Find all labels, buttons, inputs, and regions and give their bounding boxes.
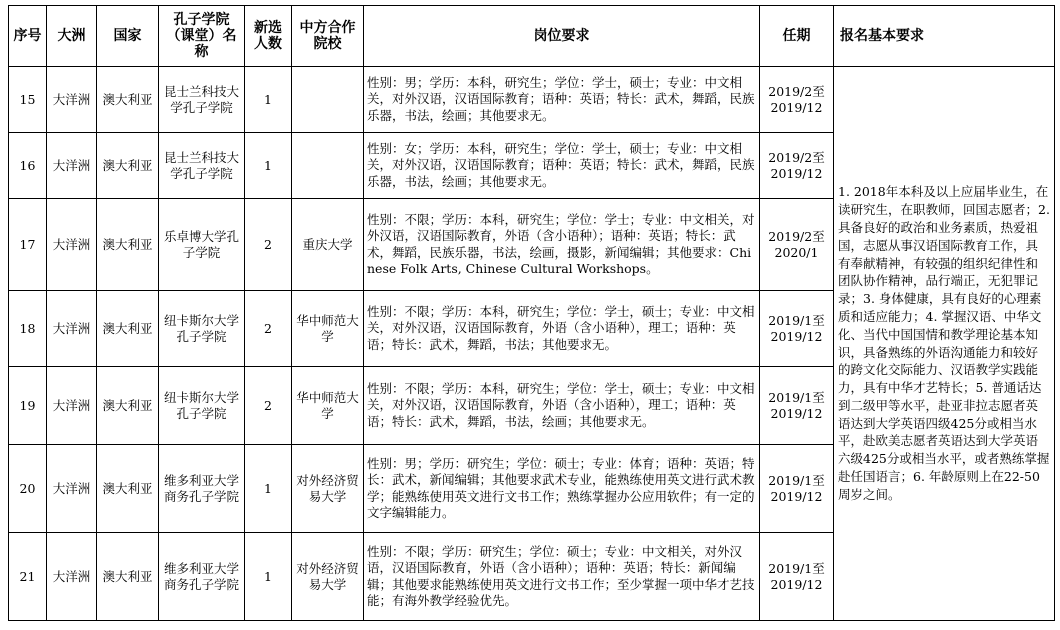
cell-partner (292, 67, 364, 133)
cell-requirements: 性别：男；学历：本科，研究生；学位：学士，硕士；专业：中文相关，对外汉语，汉语国际教育；语种：英语；特长：武术，舞蹈，民族乐器，书法，绘画；其他要求无。 (364, 67, 760, 133)
header-partner: 中方合作院校 (292, 6, 364, 67)
cell-no: 16 (9, 133, 47, 199)
cell-no: 20 (9, 445, 47, 533)
cell-count: 2 (245, 367, 292, 445)
cell-continent: 大洋洲 (47, 445, 97, 533)
cell-no: 18 (9, 291, 47, 367)
cell-no: 17 (9, 199, 47, 291)
header-count: 新选人数 (245, 6, 292, 67)
cell-no: 15 (9, 67, 47, 133)
cell-term: 2019/2至2019/12 (760, 67, 834, 133)
cell-count: 2 (245, 291, 292, 367)
cell-country: 澳大利亚 (97, 199, 159, 291)
header-row (9, 6, 1055, 67)
cell-country: 澳大利亚 (97, 367, 159, 445)
cell-institute: 维多利亚大学商务孔子学院 (159, 445, 245, 533)
cell-institute: 纽卡斯尔大学孔子学院 (159, 291, 245, 367)
cell-country: 澳大利亚 (97, 533, 159, 621)
cell-term: 2019/1至2019/12 (760, 533, 834, 621)
cell-term: 2019/1至2019/12 (760, 445, 834, 533)
cell-country: 澳大利亚 (97, 291, 159, 367)
cell-count: 2 (245, 199, 292, 291)
header-continent: 大洲 (47, 6, 97, 67)
cell-continent: 大洋洲 (47, 67, 97, 133)
cell-country: 澳大利亚 (97, 67, 159, 133)
cell-partner: 华中师范大学 (292, 367, 364, 445)
cell-term: 2019/2至2020/1 (760, 199, 834, 291)
cell-count: 1 (245, 533, 292, 621)
header-requirements: 岗位要求 (364, 6, 760, 67)
cell-partner (292, 133, 364, 199)
cell-requirements: 性别：不限；学历：本科，研究生；学位：学士，硕士；专业：中文相关，对外汉语，汉语国际教育，外语（含小语种），理工；语种：英语；特长：武术，舞蹈，书法；其他要求无。 (364, 291, 760, 367)
cell-term: 2019/1至2019/12 (760, 367, 834, 445)
header-institute: 孔子学院（课堂）名称 (159, 6, 245, 67)
basic-requirements: 1. 2018年本科及以上应届毕业生，在读研究生，在职教师，回国志愿者；2. 具备良好的政治和业务素质，热爱祖国，志愿从事汉语国际教育工作，具有奉献精神，有较强的组织纪律性和团队协作精神，品行端正，无犯罪记录；3. 身体健康，具有良好的心理素质和适应能力；4. 掌握汉语、中华文化、当代中国国情和教学理论基本知识，具备熟练的外语沟通能力和较好的跨文化交际能力、汉语教学实践能力，具有中华才艺特长；5. 普通话达到二级甲等水平，赴亚非拉志愿者英语达到大学英语四级425分或相当水平，赴欧美志愿者英语达到大学英语六级425分或相当水平，或者熟练掌握赴任国语言；6. 年龄原则上在22-50周岁之间。 (834, 67, 1055, 621)
cell-count: 1 (245, 445, 292, 533)
cell-institute: 纽卡斯尔大学孔子学院 (159, 367, 245, 445)
cell-partner: 重庆大学 (292, 199, 364, 291)
header-term: 任期 (760, 6, 834, 67)
cell-term: 2019/2至2019/12 (760, 133, 834, 199)
recruitment-table (8, 5, 1055, 621)
cell-partner: 对外经济贸易大学 (292, 445, 364, 533)
cell-count: 1 (245, 133, 292, 199)
cell-no: 21 (9, 533, 47, 621)
table-row (9, 67, 1055, 133)
cell-no: 19 (9, 367, 47, 445)
cell-continent: 大洋洲 (47, 533, 97, 621)
cell-country: 澳大利亚 (97, 133, 159, 199)
cell-requirements: 性别：男；学历：研究生；学位：硕士；专业：体育；语种：英语；特长：武术，新闻编辑；其他要求武术专业，能熟练使用英文进行武术教学；能熟练使用英文进行文书工作；熟练掌握办公应用软件；有一定的文字编辑能力。 (364, 445, 760, 533)
cell-partner: 对外经济贸易大学 (292, 533, 364, 621)
cell-partner: 华中师范大学 (292, 291, 364, 367)
cell-continent: 大洋洲 (47, 291, 97, 367)
header-basic: 报名基本要求 (834, 6, 1055, 67)
header-country: 国家 (97, 6, 159, 67)
cell-institute: 乐卓博大学孔子学院 (159, 199, 245, 291)
header-no: 序号 (9, 6, 47, 67)
cell-institute: 昆士兰科技大学孔子学院 (159, 133, 245, 199)
cell-requirements: 性别：不限；学历：本科，研究生；学位：学士；专业：中文相关，对外汉语，汉语国际教育，外语（含小语种）；语种：英语；特长：武术，舞蹈，民族乐器，书法，绘画，摄影，新闻编辑；其他要求：Chinese Folk Arts, Chinese Cultural Workshops。 (364, 199, 760, 291)
cell-count: 1 (245, 67, 292, 133)
cell-continent: 大洋洲 (47, 133, 97, 199)
cell-institute: 维多利亚大学商务孔子学院 (159, 533, 245, 621)
cell-requirements: 性别：女；学历：本科，研究生；学位：学士，硕士；专业：中文相关，对外汉语，汉语国际教育；语种：英语；特长：武术，舞蹈，民族乐器，书法，绘画；其他要求无。 (364, 133, 760, 199)
cell-country: 澳大利亚 (97, 445, 159, 533)
cell-continent: 大洋洲 (47, 367, 97, 445)
cell-institute: 昆士兰科技大学孔子学院 (159, 67, 245, 133)
cell-term: 2019/1至2019/12 (760, 291, 834, 367)
cell-requirements: 性别：不限；学历：本科，研究生；学位：学士，硕士；专业：中文相关，对外汉语，汉语国际教育，外语（含小语种），理工；语种：英语；特长：武术，舞蹈，书法，绘画；其他要求无。 (364, 367, 760, 445)
cell-requirements: 性别：不限；学历：研究生；学位：硕士；专业：中文相关，对外汉语，汉语国际教育，外语（含小语种）；语种：英语；特长：新闻编辑；其他要求能熟练使用英文进行文书工作；至少掌握一项中华才艺技能；有海外教学经验优先。 (364, 533, 760, 621)
cell-continent: 大洋洲 (47, 199, 97, 291)
